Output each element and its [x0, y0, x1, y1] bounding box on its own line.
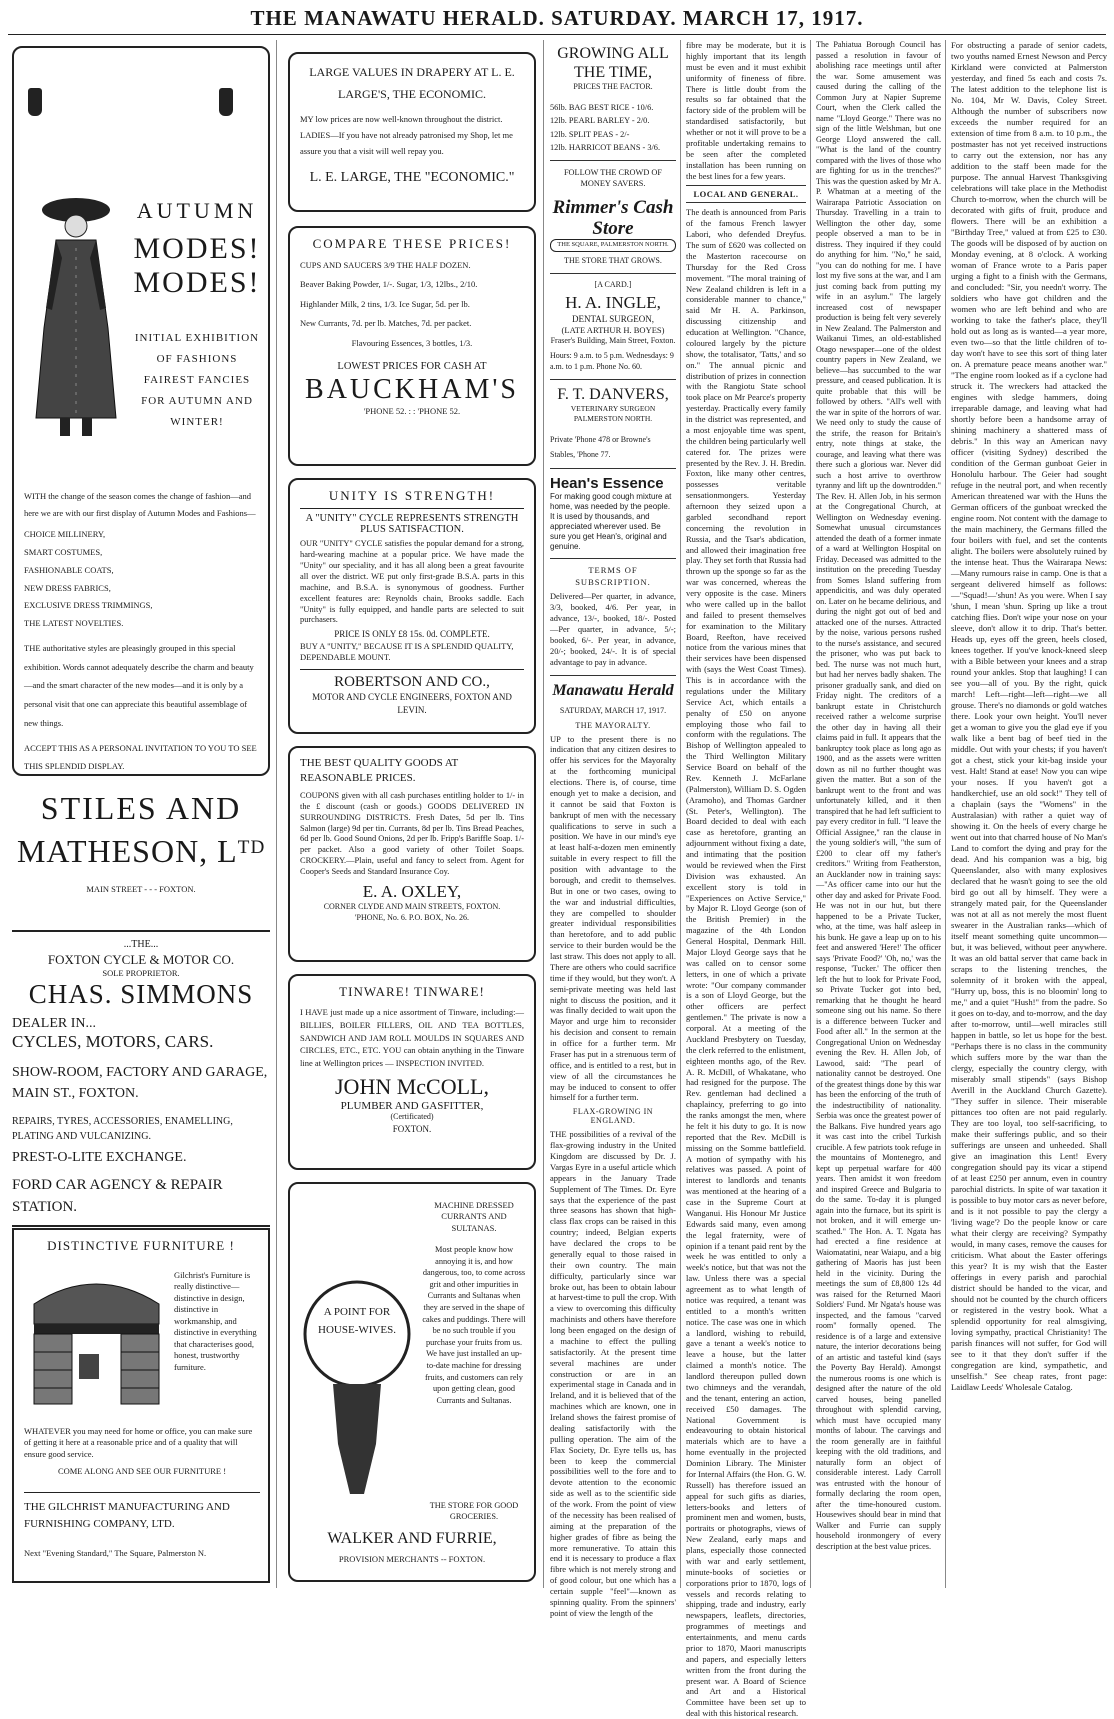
hean-title: Hean's Essence [550, 475, 664, 493]
autumn-modes-ad [12, 46, 270, 776]
grow-title: GROWING ALL THE TIME, [557, 45, 669, 82]
autumn-title: AUTUMN [136, 198, 258, 223]
bauckham-name: BAUCKHAM'S [305, 374, 519, 406]
ingle-name: H. A. INGLE, [565, 292, 661, 312]
column-rule [680, 40, 681, 1588]
oxley-body: COUPONS given with all cash purchases entitling holder to 1/- in the £ discount (cash or goods.) GOODS DELIVERED IN SURROUNDING DISTRICTS. Fresh Dates, 5d per lb. Tins Salmon (large) 9d per tin. Currants, 8d per lb. Tins Bread Peaches, 6d per lb. Good Sound Onions, 2d per lb. Fripp's Bariffle Soap. 1/- per packet. Also a good variety of other Toilet Soaps. CROCKERY.—Plain, useful and fancy to select from. Agent for Cooper's Seeds and Standard Insurance Coy. [300, 790, 524, 877]
simmons-company: FOXTON CYCLE & MOTOR CO. [47, 951, 235, 967]
robertson-sub: MOTOR AND CYCLE ENGINEERS, FOXTON AND LEVIN. [312, 692, 512, 715]
autumn-intro: WITH the change of the season comes the change of fashion—and here we are with our first display of Autumn Modes and Fashions— [24, 491, 256, 518]
simmons-the: ...THE... [123, 939, 159, 950]
column-rule [945, 40, 946, 1588]
local-general-article: The death is announced from Paris of the famous French lawyer Labori, who defended Dreyfus. The sum of £620 was collected on the Masterton racecourse on Thursday for the Red Cross movement. "The moral training of New Zealand children is left in a considerable manner to chance," said Mr H. A. Parkinson, discussing citizenship and education at Wellington. "Chance, coloured largely by the picture show, the totalisator, 'Tatts,' and so on." The annual picnic and distribution of prizes in connection with the Rangiotu State school took place on Mr Pearce's property yesterday. Practically every family in the district was represented, and a most enjoyable time was spent, the children being particularly well catered for. The prizes were presented by the Rev. J. H. Bredin. Foxton, like many other centres, possesses veritable sensationmongers. Yesterday afternoon they seized upon a garbled secondhand report concerning the revolution in Russia, and the Tsar's abdication, and allowed their imagination free play. They set forth that Russia had thrown up the sponge so far as the war was concerned, whereas the very opposite is the case. Miners who were called up in the ballot and failed to present themselves for examination to the Military Board, Reefton, have received notice from the various mines that their services have been dispensed with (says the West Coast Times). This is in accordance with the regulations under the Military Service Act, which entails a penalty of £50 on anyone employing those who fail to conform with the regulations. The Bishop of Wellington appealed to the Third Wellington Military Service Board on behalf of the Rev. Kenneth J. McFarlane (Palmerston), William D. S. Ogden (Aramoho), and Thomas Gardner (St. Peter's, Wellington). The Board decided to deal with each case as heretofore, granting an adjournment without fixing a date, and intimating that the position would be reviewed when the First Division was exhausted. An excellent story is told in "Experiences on Active Service," by Major R. Lloyd George (son of the British Premier) in the magazine of the 4th London General Hospital, Denmark Hill. Major Lloyd George says that he was called on to censor some letters, in one of which a private wrote: "Our company commander is a son of Lloyd George, but the other officers are perfect gentlemen." The private is now a corporal. At a meeting of the Auckland Presbytery on Tuesday, the clerk referred to the enlistment, eighteen months ago, of the Rev. A. R. McDill, of Whakatane, who had resigned for the purpose. The Rev. gentleman had declined a chaplaincy, preferring to go into the ranks amongst the men, where he felt it his duty to go. It is now reported that the Rev. McDill is missing on the Somme battlefield. A motion of sympathy with his relatives was passed. A point of interest to landlords and tenants was mentioned at the hearing of a case in the Supreme Court at Wanganui. His Honour Mr Justice Edwards said many, even among the legal fraternity, were of opinion if a tenant paid rent by the week he was entitled to only a week's notice, but that was not the law. Unless there was a special agreement as to what length of notice was required, a tenant was entitled to a month's written notice. The case was one in which a landlord, wishing to rebuild, gave a tenant a week's notice to leave a house, but the latter claimed a month's notice. The landlord thereupon pulled down two chimneys and the verandah, and the tenant, entering an action, received £50 damages. The National Government is endeavouring to obtain historical materials which are to have a home eventually in the projected Dominion Library. The Minister for Internal Affairs (the Hon. G. W. Russell) has therefore issued an appeal for such gifts as diaries, letters-books and letters of prominent men and women, busts, portraits or photographs, views of New Zealand, early maps and plans, especially those connected with war and early settlement, minute-books of societies or corporations prior to 1870, logs of vessels and records relating to shipping, trade and industry, early newspapers, leaflets, directories, programmes of meetings and entertainments, and menu cards prior to 1870, Maori manuscripts and papers, and especially letters written from the front during the present war. A Board of Science and Art and a Historical Committee have been set up to deal with this historical research. [686, 207, 806, 1719]
robertson-name: ROBERTSON AND CO., [300, 669, 524, 691]
local-general-heading: LOCAL AND GENERAL. [686, 185, 806, 203]
autumn-items [24, 526, 260, 633]
mccoll-cert: (Certificated) [390, 1111, 434, 1121]
unity-buy: BUY A "UNITY," BECAUSE IT IS A SPLENDID QUALITY, DEPENDABLE MOUNT. [300, 640, 514, 662]
bauckham-title: COMPARE THESE PRICES! [312, 236, 512, 251]
mccoll-body: I HAVE just made up a nice assortment of Tinware, including:— BILLIES, BOILER FILLERS, OIL AND TEA BOTTLES, SANDWICH AND JAM ROLL MOULDS IN SQUARES AND CIRCLES, ETC., ETC. YOU can obtain anything in the Tinware line at Wellington prices — INSPECTION INVITED. [300, 1007, 524, 1068]
list-item: 56lb. BAG BEST RICE - 10/6. [550, 103, 654, 113]
mccoll-title: TINWARE! TINWARE! [339, 984, 485, 999]
rimmers-logo-sub: THE SQUARE, PALMERSTON NORTH. [550, 239, 676, 252]
danvers-title: VETERINARY SURGEON PALMERSTON NORTH. [570, 403, 656, 423]
gilchrist-body: WHATEVER you may need for home or office, you can make sure of getting it here at a reasonable price and of a quality that will ensure good service. [24, 1426, 253, 1459]
danvers-phone: Private 'Phone 478 or Browne's Stables, 'Phone 77. [550, 435, 651, 460]
list-item: THE LATEST NOVELTIES. [24, 618, 124, 629]
bauckham-line: Flavouring Essences, 3 bottles, 1/3. [351, 337, 473, 348]
rimmers-tag: THE STORE THAT GROWS. [564, 256, 662, 266]
bauckham-phone: 'PHONE 52. : : 'PHONE 52. [363, 406, 461, 417]
simmons-ford: FORD CAR AGENCY & REPAIR STATION. [12, 1176, 223, 1216]
pointing-hand-icon [28, 88, 42, 116]
simmons-name: CHAS. SIMMONS [28, 978, 254, 1009]
large-body: MY low prices are now well-known throughout the district. LADIES—If you have not already patronised my Shop, let me assure you that a visit will well repay you. [300, 114, 513, 157]
herald-date: SATURDAY, MARCH 17, 1917. [559, 705, 667, 715]
modes-title: MODES! [133, 266, 261, 299]
mayoralty-heading: THE MAYORALTY. [575, 720, 651, 730]
oxley-ad [288, 746, 536, 962]
unity-price: PRICE IS ONLY £8 15s. 0d. COMPLETE. [334, 629, 490, 640]
stiles-name: MATHESON, Lᵀᴰ [16, 833, 266, 869]
hean-body: For making good cough mixture at home, was needed by the people. It is used by thousands, and appreciated wherever used. Be sure you get Hean's, original and genuine. [550, 492, 672, 552]
column-rule [810, 40, 811, 1588]
rimmers-logo: Rimmer's Cash Store [552, 196, 674, 239]
grow-items [550, 101, 676, 154]
modes-title: MODES! [133, 232, 261, 265]
simmons-repairs: REPAIRS, TYRES, ACCESSORIES, ENAMELLING, PLATING AND VULCANIZING. [12, 1115, 233, 1142]
oxley-address: CORNER CLYDE AND MAIN STREETS, FOXTON. [323, 902, 501, 912]
unity-subtitle: A "UNITY" CYCLE REPRESENTS STRENGTH PLUS SATISFACTION. [305, 513, 519, 535]
oxley-name: E. A. OXLEY, [362, 882, 462, 902]
mccoll-town: FOXTON. [392, 1123, 432, 1134]
list-item: SMART COSTUMES, [24, 546, 103, 557]
column-4 [686, 40, 806, 1719]
mccoll-tinware-ad [288, 974, 536, 1170]
walker-point: A POINT FOR HOUSE-WIVES. [318, 1306, 396, 1336]
gilchrist-side: Gilchrist's Furniture is really distinctive—distinctive in design, distinctive in workmanship, and distinctive in everything that characterises good, honest, trustworthy furniture. [174, 1270, 257, 1372]
list-item: 12lb. PEARL BARLEY - 2/0. [550, 116, 650, 126]
oxley-phone: 'PHONE, No. 6. P.O. BOX, No. 26. [355, 912, 469, 922]
gilchrist-furniture-ad [12, 1228, 270, 1583]
masthead: THE MANAWATU HERALD. SATURDAY. MARCH 17, 1917. [250, 6, 864, 30]
flax-heading: FLAX-GROWING IN ENGLAND. [572, 1107, 654, 1126]
danvers-name: F. T. DANVERS, [557, 385, 669, 403]
terms-title: TERMS OF SUBSCRIPTION. [575, 565, 651, 587]
simmons-ad [12, 930, 270, 1227]
bauckham-line: New Currants, 7d. per lb. Matches, 7d. per packet. [300, 318, 472, 329]
ingle-hours: Hours: 9 a.m. to 5 p.m. Wednesdays: 9 a.m. to 1 p.m. Phone No. 60. [550, 351, 674, 371]
column-6 [951, 40, 1107, 1588]
bauckham-cups: CUPS AND SAUCERS 3/9 THE HALF DOZEN. [300, 260, 471, 270]
simmons-goods: CYCLES, MOTORS, CARS. [12, 1031, 214, 1051]
list-item: NEW DRESS FABRICS, [24, 582, 111, 593]
grow-follow: FOLLOW THE CROWD OF MONEY SAVERS. [563, 168, 663, 189]
ingle-address: Fraser's Building, Main Street, Foxton. [550, 336, 676, 346]
gilchrist-company: THE GILCHRIST MANUFACTURING AND FURNISHING COMPANY, LTD. [24, 1492, 260, 1532]
ingle-late: (LATE ARTHUR H. BOYES) [561, 324, 665, 335]
walker-head: MACHINE DRESSED CURRANTS AND SULTANAS. [434, 1200, 514, 1233]
column-rule [543, 40, 544, 1588]
list-item: 12lb. HARRICOT BEANS - 3/6. [550, 142, 661, 152]
stiles-address: MAIN STREET - - - FOXTON. [86, 884, 196, 894]
stiles-name: STILES AND [40, 790, 242, 826]
walker-body: Most people know how annoying it is, and how dangerous, too, to come across grit and other impurities in Currants and Sultanas when they are served in the shape of cakes and puddings. There will be no such trouble if you purchase your fruits from us. We have just installed an up-to-date machine for dressing fruits, and customers can rely upon getting clean, good Currants and Sultanas. [422, 1245, 526, 1405]
gilchrist-come: COME ALONG AND SEE OUR FURNITURE ! [57, 1466, 227, 1476]
autumn-subtitle: INITIAL EXHIBITION OF FASHIONS FAIREST FANCIES FOR AUTUMN AND WINTER! [134, 332, 260, 428]
mccoll-name: JOHN McCOLL, [335, 1073, 489, 1099]
news-paragraphs: The Pahiatua Borough Council has passed a resolution in favour of abolishing race meetings until after the war. Some amusement was caused during the calling of the Common Jury at Napier Supreme Court, when the Clerk called the name "Lloyd George." There was no sign of the little Welshman, but one George Lloyd answered the call. "What is the land of the country compared with the lives of those who are fighting for us in the trenches?" This was the question asked by Mr A. P. Whatman at a meeting of the Wairarapa Patriotic Association on Thursday. Travelling in a train to Wellington the other day, some people observed a man to be in distress. They inquired if they could do anything for him. "No," he said, "you can do nothing for me. I have lost my five sons at the war, and I am just coming back from putting my wife in an asylum." The largely increased cost of newspaper production is being felt very severely in New Zealand. The Palmerston and Waikanui Times, an old-established Otago newspaper—one of the oldest country papers in New Zealand, we believe—has succumbed to the war pressure, and ceased publication. It is quite probable that this will be followed by others. "All's well with the war in spite of the horrors of war. We need only to study the cause of the strife, the reason for Britain's entry, note things at stake, the courage, and leaving what there was there such a glorious war. Never did such a host arrive to overthrow tyranny and lift up the downtrodden." The Rev. H. Allen Job, in his sermon at the Congregational Church, at Wellington on Wednesday evening. Somewhat unusual circumstances attended the death of a former inmate of a ward at Wellington Hospital on Friday. Deceased was admitted to the institution on the preceding Tuesday from Somes Island suffering from appendicitis, and was duly operated on. Later on he became delirious, and during the night got out of bed and attacked one of the nurses. Attracted by the noise, various persons rushed to the nurse's assistance, and secured the prisoner, who was put back to bed. The nurse was not much hurt, but had her nerves badly shaken. The prisoner gradually sank, and died on Friday night. The creditors of a bankrupt estate in Christchurch received rather a welcome surprise the other day in having all their claims paid in full. It appears that the bankruptcy took place as long ago as 1900, and as the assets were written down as nil no further thought was given the matter. But a son of the bankrupt went to the front and was unfortunately killed, and it then transpired that he had left sufficient to pay every creditor in full. "I leave the Official Assignee," ran the clause in the young soldier's will, "the sum of £200 to clear off my father's creditors." Writing from Featherston, an Aucklander now in training says:—"As officer came into our hut the other day and asked for Private Food. He was not in our hut, but there happened to be a Private Tucker, who, at the time, was half asleep in his bunk. He gave a leap up on to his feet and answered 'Here!' The officer says 'Private Food?' 'Oh, no,' was the response, 'Tucker.' The officer then left the hut to look for Private Food, so Private Tucker got into bed, remarking that he thought he heard someone sing out his name. So there is a difference between Tucker and Food after all." In the sermon at the Congregational Union on Wednesday evening the Rev. H. Allen Job, of Lawood, said: "The pearl of nationality cannot be destroyed. One of the greatest things done by this war has been the enforcing of the truth of the indestructibility of nationality. Serbia was once the greatest power of the Balkans. Five hundred years ago it was cast into the cribel Turkish crucible. A few patriots took refuge in the mountains of Montenegro, and kept up perpetual warfare for 400 years. Then amidst it won freedom and inspired Greece and Bulgaria to do the same. To-day it is plunged again into the furnace, but its spirit is not broken, and it will emerge un-scathed." The Hon. A. T. Ngata has had erected a fine residence at Waiomatatini, near Waiapu, and a big gathering of Maoris has just been held in the vicinity. During the meetings the sum of £8,800 12s 4d was raised for the Returned Maori Soldiers' Fund. Mr Ngata's house was inspected, and the famous "carved room" formally opened. The residence is of a large and extensive nature, the interior decorations being of an artistic and tasteful kind (says the Poverty Bay Herald). Amongst the numerous rooms is one which is designed after the nature of the old carved houses, being panelled throughout with splendid carving, which must have occupied many months of labour. The carvings and the room generally are in faithful keeping with the old traditions, and naturally form an object of considerable interest. Lady Carroll was entrusted with the honour of formally declaring the room open, after the time-honoured custom. Housewives should bear in mind that Walker and Furrie can supply household ironmongery of every description at the best value prices. [816, 40, 941, 1551]
grow-subtitle: PRICES THE FACTOR. [573, 82, 653, 92]
flax-article-cont: fibre may be moderate, but it is highly important that its length must be even and it must exhibit uniformity of fineness of fibre. There is little doubt from the results so far obtained that the factory side of the problem will be standardised satisfactorily, but whether or not it will prove to be a profitable undertaking remains to be seen after the completed installation has been running on the best lines for a few years. [686, 40, 806, 181]
bauckham-line: Beaver Baking Powder, 1/-. Sugar, 1/3, 12lbs., 2/10. [300, 279, 478, 290]
autumn-body: THE authoritative styles are pleasingly grouped in this special exhibition. Words cannot adequately describe the charm and beauty—and the smart character of the new modes—and it is only by a personal visit that one can appreciate this beautiful assemblage of new things. [24, 643, 254, 728]
lady-fashion-illustration [26, 188, 126, 458]
masthead-rule [8, 34, 1106, 35]
walker-store: THE STORE FOR GOOD GROCERIES. [429, 1501, 519, 1522]
large-signature: L. E. LARGE, THE "ECONOMIC." [309, 169, 515, 185]
roll-top-desk-illustration [24, 1264, 169, 1414]
list-item: 12lb. SPLIT PEAS - 2/- [550, 129, 630, 139]
bauckham-ad [288, 226, 536, 466]
simmons-showroom: SHOW-ROOM, FACTORY AND GARAGE, MAIN ST., FOXTON. [12, 1064, 268, 1101]
column-3 [550, 40, 676, 1619]
mayoralty-article: UP to the present there is no indication that any citizen desires to offer his services for the Mayoralty at the forthcoming municipal elections. There is, of course, time enough yet to make a decision, and it cannot be said that Foxton is bankrupt of men with the necessary qualifications to serve in such a position. We have in our mind's eye at least half-a-dozen men eminently suitable in every respect to fill the position with advantage to the borough, and credit to themselves. But in one or two cases, owing to the war and industrial difficulties, they are compelled to shoulder greater individual responsibilities than heretofore, and to add public service to their burden would be the last straw. This does not apply to all. There are others who could sacrifice time if they would, but they won't. A semi-private meeting was held last night to discuss the position, and it was finally decided to wait upon the Mayor and urge him to reconsider his decision and consent to remain in office for a further term. Mr Fraser has put in a strenuous term of office, and is entitled to a rest, but in view of all the circumstances he may be induced to consent to offer himself for a further term. [550, 733, 676, 1103]
walker-sub: PROVISION MERCHANTS -- FOXTON. [338, 1554, 486, 1564]
column-rule [276, 40, 277, 1588]
stiles-matheson-ad [12, 790, 270, 895]
simmons-prest: PREST-O-LITE EXCHANGE. [12, 1149, 187, 1165]
bauckham-lowest: LOWEST PRICES FOR CASH AT [337, 361, 487, 373]
unity-title: UNITY IS STRENGTH! [300, 488, 524, 509]
pointing-hand-illustration [298, 1244, 416, 1504]
bauckham-line: Highlander Milk, 2 tins, 1/3. Ice Sugar, 5d. per lb. [300, 298, 470, 309]
unity-cycle-ad [288, 478, 536, 734]
mccoll-trade: PLUMBER AND GASFITTER, [340, 1099, 484, 1112]
ingle-card: [A CARD.] [594, 279, 632, 289]
large-drapery-ad [288, 52, 536, 212]
autumn-invite: ACCEPT THIS AS A PERSONAL INVITATION TO YOU TO SEE THIS SPLENDID DISPLAY. [24, 742, 257, 772]
unity-body: OUR "UNITY" CYCLE satisfies the popular demand for a strong, hard-wearing machine at a popular price. We have made the "Unity" our speciality, and it has all along been a great favourite all over the district. WE put only first-grade B.S.A. parts in this machine, and B.S.A. is synonymous of goodness. Further excellent features are: Reynolds chain, Brooks saddle. Each "Unity" is fully equipped, and handle parts are selected to suit purchasers. [300, 539, 524, 625]
gilchrist-address: Next "Evening Standard," The Square, Palmerston N. [24, 1548, 207, 1558]
herald-nameplate: Manawatu Herald [552, 681, 674, 699]
oxley-title: THE BEST QUALITY GOODS AT REASONABLE PRICES. [300, 757, 459, 785]
walker-furrie-ad [288, 1182, 536, 1582]
flax-article: THE possibilities of a revival of the flax-growing industry in the United Kingdom are discussed by Dr. J. Vargas Eyre in a useful article which appears in the January Trade Supplement of The Times. Dr. Eyre says that the experience of the past three seasons has shown that high-class flax crops can be raised in this country; indeed, Belgian experts have declared the crops to be generally equal to those raised in their own country. The main difficulty, particularly since war broke out, has been to obtain labour at harvest-time to pull the crop. With a view to overcoming this difficulty machinists and others have therefore long been engaged on the design of a machine to effect the pulling satisfactorily. At the present time several machines are under construction or are in an experimental stage in Canada and in Ireland, and it is believed that of the machines which are known, one in Ireland shows the fairest promise of dealing satisfactorily with the pulling operation. The aim of the Flax Society, Dr. Eyre tells us, has been to keep the commercial possibilities well to the fore and to devote attention to the economic side as well as to the scientific side of the work. From the point of view of the necessity has been realised of aiming at the preparation of the higher grades of fibre as being the more remunerative. To attain this end it is necessary to produce a flax fibre which is not merely strong and of good colour, but one which has a certain supple "feel"—known as spinning quality. From the spinners' point of view the length of the [550, 1129, 676, 1618]
gilchrist-title: DISTINCTIVE FURNITURE ! [47, 1238, 235, 1253]
ingle-title: DENTAL SURGEON, [572, 313, 654, 324]
list-item: EXCLUSIVE DRESS TRIMMINGS, [24, 600, 153, 611]
pointing-hand-icon [219, 88, 233, 116]
list-item: CHOICE MILLINERY, [24, 529, 106, 539]
large-title: LARGE VALUES IN DRAPERY AT L. E. LARGE'S, THE ECONOMIC. [309, 65, 515, 101]
simmons-proprietor: SOLE PROPRIETOR. [102, 967, 180, 978]
column-5 [816, 40, 941, 1588]
news-paragraphs: For obstructing a parade of senior cadets, two youths named Ernest Newson and Percy Kirkland were convicted at Palmerston yesterday, and fined 5s each and costs 7s. The latest addition to the telephone list is No. 104, Mr W. Davis, Coley Street. Although the number of subscribers now exceeds the number required for an extension of time from 8 a.m. to 10 p.m., the postmaster has not yet received instructions to carry out the extension, nor has any addition to the staff been made for the purpose. The annual Harvest Thanksgiving celebrations will take place in the Methodist Church to-morrow, when the church will be decorated with gifts of fruit, produce and flowers. There will be an exhibition a "Birthday Tree," valued at from £25 to £30. The goods will be disposed of by auction on Monday evening, at 8 o'clock. A working woman of France wrote to a Paris paper urging a fight to a finish with the Germans, and concluded: "Sir, you needn't worry. The soldiers who have got children and the women who are left behind and who are working to take the father's place, they'll hold out as long as is wanted—a year more, even two—so that the little children of to-day won't have to see this sort of thing later on. A premature peace means another war." "The engine room looked as if a cyclone had struck it. The wreckers had attacked the engines with sledge hammers, doing irreparable damage, and leaving what had shortly before been a handsome array of shining machinery a shattered mass of debris." In this way an American navy officer (visiting Sydney) described the condition of the German gunboat Geier in Honolulu harbour. The Geier had sought refuge in the neutral port, and when recently American threatened war with the Huns the German officers of the gunboat wrecked the engine room. Not content with the damage to the main machinery, the Germans filled the four boilers with fuel, and set the contents alight. The boilers were absolutely ruined by the intense heat. Thus the Wairarapa News:—Many rumours raise in camp. One is that a sergeant delivered himself as follows:—"Squad!—'shun! As you were. When I say 'shun, I mean 'shun. Spring up like a trout catching flies. Don't wipe your nose on your sleeve, don't allow it to drip. That's better. Heads up, eyes off the green, heels closed, knees together. If you've knock-kneed sleep with a Bible between your knees and a strap round your ankles. Stop that laughing! I can see you—all of you. By the right, quick march! Left—right—left—right—we all grouse. There's no diamonds or gold watches there. Look your own height. You'll never get a woman to give you the glad eye if you walk like a bent bag of beef tied in the middle. Out with your chests; if you haven't got a chest, stick your kit-bag inside your vest. Halt! Stand at ease! Now you can wipe your noses. If you haven't got a handkerchief, use an old sock!" They tell of a chaplain (says the "Womens" in the Australasian) with rather a quiet way of showing it. On the heels of every charge he went out into that charred house of No Man's Land to comfort the dying and pray for the dead. And his companion was a big, big Queenslander, also with many explosives declared that he wasn't going to see the old bird go out all by himself. They were a strangely mated pair, for the Queenslander was not at all as not merely the most fluent swearer in the Australian ranks—which of itself meant something quite uncommon—but, it was believed, without peer anywhere. It was an old battal server that came back in scraps to the listening trenches, the solemnity of it broken with the appeal, "Hurry up, boss, this is no bloomin' long to me," and a quiet "Hush!" from the padre. So it goes on to-day, and to-morrow, and the day after to-morrow, until—well miracles still happen in battle, so let us hope for the best. "Perhaps there is no class in the community which suffers more by the war than the clergy, especially the country clergy, with miserably small stipends" (says Bishop Averill in the Auckland Church Gazette). "They suffer in silence. Their miserable pittances too often are not paid regularly. They are too loyal, too self-sacrificing, to make their sufferings public, and so their sufferings are unseen and unheeded. Shall give an imagination this Lent! Every congregation should pay its vicar a stipend of at least £250 per annum, even in country parochial districts. In spite of war taxation it is possible to buy motor cars as never before, and is it not possible to pay the clergy a 'living wage'? Do the people know or care what their clergy are receiving? Sympathy would, in many cases, remove the causes for criticism. What about the Easter offerings this year? It is my wish that the Easter offerings in every parish and parochial district should be handed to the vicar, and should not be counted by the church officers or registered in the vestry book. What a splendid opportunity for real almsgiving, loving sympathy, practical Christianity! The parish finances will not suffer, for God will see to it that they don't suffer if the congregation are kind, sympathetic, and unselfish." See cheap rates, front page: Laidlaw Leeds' Wholesale Catalog. [951, 40, 1107, 1392]
list-item: FASHIONABLE COATS, [24, 564, 114, 575]
terms-body: Delivered—Per quarter, in advance, 3/3, booked, 4/6. Per year, in advance, 13/-, booked, 18/-. Posted—Per quarter, in advance, 5/-; booked, 6/-. Per year, in advance, 20/-; booked, 24/-. It is of special advantage to pay in advance. [550, 592, 676, 667]
walker-name: WALKER AND FURRIE, [327, 1530, 497, 1547]
simmons-dealer: DEALER IN... [12, 1015, 96, 1031]
